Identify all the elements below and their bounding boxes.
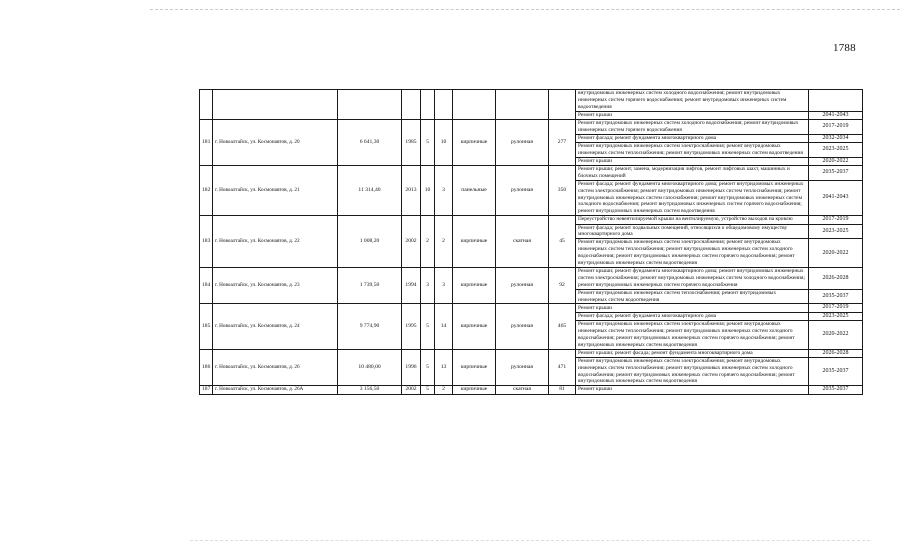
empty-cell bbox=[496, 90, 549, 120]
work-period: 2032-2034 bbox=[809, 134, 863, 142]
page-number: 1788 bbox=[833, 42, 856, 54]
work-description: Ремонт крыши bbox=[576, 386, 809, 394]
table-row bbox=[200, 267, 863, 289]
work-description: Ремонт крыши; ремонт, замена, модернизация лифтов, ремонт лифтовых шахт, машинных и блочных помещений bbox=[576, 165, 809, 180]
empty-cell bbox=[213, 90, 338, 120]
work-period: 2023-2025 bbox=[809, 312, 863, 320]
work-period: 2023-2025 bbox=[809, 224, 863, 239]
row-number: 186 bbox=[200, 349, 213, 386]
floor-count: 5 bbox=[421, 349, 435, 386]
total-area: 6 641,30 bbox=[338, 119, 402, 165]
work-description: внутридомовых инженерных систем холодного водоснабжения; ремонт внутридомовых инженерных систем горячего водоснабжения; ремонт внутридомовых инженерных систем водоотведения bbox=[576, 90, 809, 112]
work-description: Переустройство невентилируемой крыши на вентилируемую, устройство выходов на кровлю bbox=[576, 216, 809, 224]
empty-cell bbox=[549, 90, 576, 120]
repair-program-table bbox=[199, 89, 863, 395]
wall-material: кирпичные bbox=[453, 216, 496, 268]
work-period: 2035-2037 bbox=[809, 357, 863, 386]
row-number: 183 bbox=[200, 216, 213, 268]
work-period: 2041-2043 bbox=[809, 111, 863, 119]
empty-cell bbox=[402, 90, 421, 120]
flat-count: 350 bbox=[549, 165, 576, 215]
building-address: г. Новоалтайск, ул. Космонавтов, д. 22 bbox=[213, 216, 338, 268]
work-period: 2020-2022 bbox=[809, 239, 863, 268]
roof-type: рулонная bbox=[496, 304, 549, 349]
floor-count: 3 bbox=[421, 267, 435, 304]
work-period: 2026-2028 bbox=[809, 349, 863, 357]
table-row bbox=[200, 304, 863, 312]
row-number: 187 bbox=[200, 386, 213, 394]
wall-material: кирпичные bbox=[453, 349, 496, 386]
build-year: 1996 bbox=[402, 349, 421, 386]
wall-material: кирпичные bbox=[453, 304, 496, 349]
work-description: Ремонт фасада; ремонт фундамента многоквартирного дома bbox=[576, 312, 809, 320]
work-description: Ремонт внутридомовых инженерных систем теплоснабжения; ремонт внутридомовых инженерных систем водоотведения bbox=[576, 289, 809, 304]
flat-count: 465 bbox=[549, 304, 576, 349]
total-area: 9 774,90 bbox=[338, 304, 402, 349]
wall-material: кирпичные bbox=[453, 119, 496, 165]
work-period: 2017-2019 bbox=[809, 216, 863, 224]
build-year: 2002 bbox=[402, 386, 421, 394]
floor-count: 5 bbox=[421, 386, 435, 394]
build-year: 1985 bbox=[402, 119, 421, 165]
wall-material: кирпичные bbox=[453, 386, 496, 394]
floor-count: 2 bbox=[421, 216, 435, 268]
work-period: 2020-2022 bbox=[809, 320, 863, 349]
build-year: 1995 bbox=[402, 304, 421, 349]
total-area: 1 008,20 bbox=[338, 216, 402, 268]
work-description: Ремонт крыши bbox=[576, 304, 809, 312]
floor-count: 5 bbox=[421, 304, 435, 349]
entrance-count: 10 bbox=[435, 119, 453, 165]
work-description: Ремонт внутридомовых инженерных систем электроснабжения; ремонт внутридомовых инженерных систем теплоснабжения; ремонт внутридомовых инженерных систем холодного водоснабжения; ремонт внутридомовых инженерных систем горячего водоснабжения; ремонт внутридомовых инженерных систем водоотведения bbox=[576, 239, 809, 268]
build-year: 2002 bbox=[402, 216, 421, 268]
entrance-count: 14 bbox=[435, 304, 453, 349]
row-number: 185 bbox=[200, 304, 213, 349]
work-period: 2035-2037 bbox=[809, 386, 863, 394]
work-period: 2035-2037 bbox=[809, 165, 863, 180]
build-year: 2013 bbox=[402, 165, 421, 215]
empty-cell bbox=[421, 90, 435, 120]
entrance-count: 2 bbox=[435, 216, 453, 268]
work-period: 2017-2019 bbox=[809, 119, 863, 134]
row-number: 184 bbox=[200, 267, 213, 304]
work-description: Ремонт крыши bbox=[576, 111, 809, 119]
roof-type: рулонная bbox=[496, 349, 549, 386]
table-row bbox=[200, 349, 863, 357]
scan-edge-line bbox=[150, 9, 900, 10]
building-address: г. Новоалтайск, ул. Космонавтов, д. 24 bbox=[213, 304, 338, 349]
scan-edge-line-bottom bbox=[190, 540, 870, 541]
work-description: Ремонт внутридомовых инженерных систем электроснабжения; ремонт внутридомовых инженерных систем теплоснабжения; ремонт внутридомовых инженерных систем холодного водоснабжения; ремонт внутридомовых инженерных систем горячего водоснабжения; ремонт внутридомовых инженерных систем водоотведения bbox=[576, 357, 809, 386]
roof-type: рулонная bbox=[496, 119, 549, 165]
flat-count: 45 bbox=[549, 216, 576, 268]
work-period: 2020-2022 bbox=[809, 157, 863, 165]
wall-material: кирпичные bbox=[453, 267, 496, 304]
building-address: г. Новоалтайск, ул. Космонавтов, д. 20 bbox=[213, 119, 338, 165]
flat-count: 92 bbox=[549, 267, 576, 304]
total-area: 1 739,50 bbox=[338, 267, 402, 304]
empty-cell bbox=[435, 90, 453, 120]
work-description: Ремонт крыши; ремонт фундамента многоквартирного дома; ремонт внутридомовых инженерных систем электроснабжения; ремонт внутридомовых инженерных систем холодного водоснабжения; ремонт внутридомовых инженерных систем горячего водоснабжения bbox=[576, 267, 809, 289]
work-period: 2035-2037 bbox=[809, 289, 863, 304]
entrance-count: 13 bbox=[435, 349, 453, 386]
work-description: Ремонт внутридомовых инженерных систем холодного водоснабжения; ремонт внутридомовых инженерных систем горячего водоснабжения bbox=[576, 119, 809, 134]
table-row bbox=[200, 90, 863, 112]
empty-cell bbox=[453, 90, 496, 120]
roof-type: скатная bbox=[496, 216, 549, 268]
table-row bbox=[200, 119, 863, 134]
row-number: 181 bbox=[200, 119, 213, 165]
work-period bbox=[809, 90, 863, 112]
work-description: Ремонт внутридомовых инженерных систем электроснабжения; ремонт внутридомовых инженерных систем теплоснабжения; ремонт внутридомовых инженерных систем холодного водоснабжения; ремонт внутридомовых инженерных систем горячего водоснабжения; ремонт внутридомовых инженерных систем водоотведения bbox=[576, 320, 809, 349]
roof-type: рулонная bbox=[496, 267, 549, 304]
building-address: г. Новоалтайск, ул. Космонавтов, д. 26А bbox=[213, 386, 338, 394]
roof-type: рулонная bbox=[496, 165, 549, 215]
total-area: 11 314,40 bbox=[338, 165, 402, 215]
empty-cell bbox=[200, 90, 213, 120]
empty-cell bbox=[338, 90, 402, 120]
build-year: 1994 bbox=[402, 267, 421, 304]
entrance-count: 3 bbox=[435, 267, 453, 304]
floor-count: 10 bbox=[421, 165, 435, 215]
work-description: Ремонт фасада; ремонт фундамента многоквартирного дома bbox=[576, 134, 809, 142]
wall-material: панельные bbox=[453, 165, 496, 215]
table-row bbox=[200, 386, 863, 394]
work-description: Ремонт внутридомовых инженерных систем электроснабжения; ремонт внутридомовых инженерных систем теплоснабжения; ремонт внутридомовых инженерных систем водоотведения bbox=[576, 142, 809, 157]
work-period: 2023-2025 bbox=[809, 142, 863, 157]
work-period: 2017-2019 bbox=[809, 304, 863, 312]
work-description: Ремонт крыши; ремонт фасада; ремонт фундамента многоквартирного дома bbox=[576, 349, 809, 357]
flat-count: 277 bbox=[549, 119, 576, 165]
flat-count: 81 bbox=[549, 386, 576, 394]
floor-count: 5 bbox=[421, 119, 435, 165]
building-address: г. Новоалтайск, ул. Космонавтов, д. 26 bbox=[213, 349, 338, 386]
building-address: г. Новоалтайск, ул. Космонавтов, д. 21 bbox=[213, 165, 338, 215]
building-address: г. Новоалтайск, ул. Космонавтов, д. 23 bbox=[213, 267, 338, 304]
work-description: Ремонт фасада; ремонт фундамента многоквартирного дома; ремонт внутридомовых инженерных систем электроснабжения; ремонт внутридомовых инженерных систем теплоснабжения; ремонт внутридомовых инженерных систем газоснабжения; ремонт внутридомовых инженерных систем холодного водоснабжения; ремонт внутридомовых инженерных систем горячего водоснабжения; ремонт внутридомовых инженерных систем водоотведения bbox=[576, 180, 809, 216]
work-description: Ремонт крыши bbox=[576, 157, 809, 165]
roof-type: скатная bbox=[496, 386, 549, 394]
flat-count: 471 bbox=[549, 349, 576, 386]
total-area: 3 156,50 bbox=[338, 386, 402, 394]
total-area: 10 480,00 bbox=[338, 349, 402, 386]
work-description: Ремонт фасада; ремонт подвальных помещений, относящихся к общедомовому имуществу многоквартирного дома bbox=[576, 224, 809, 239]
work-period: 2041-2043 bbox=[809, 180, 863, 216]
entrance-count: 2 bbox=[435, 386, 453, 394]
entrance-count: 3 bbox=[435, 165, 453, 215]
work-period: 2026-2028 bbox=[809, 267, 863, 289]
table-row bbox=[200, 165, 863, 180]
table-row bbox=[200, 216, 863, 224]
row-number: 182 bbox=[200, 165, 213, 215]
